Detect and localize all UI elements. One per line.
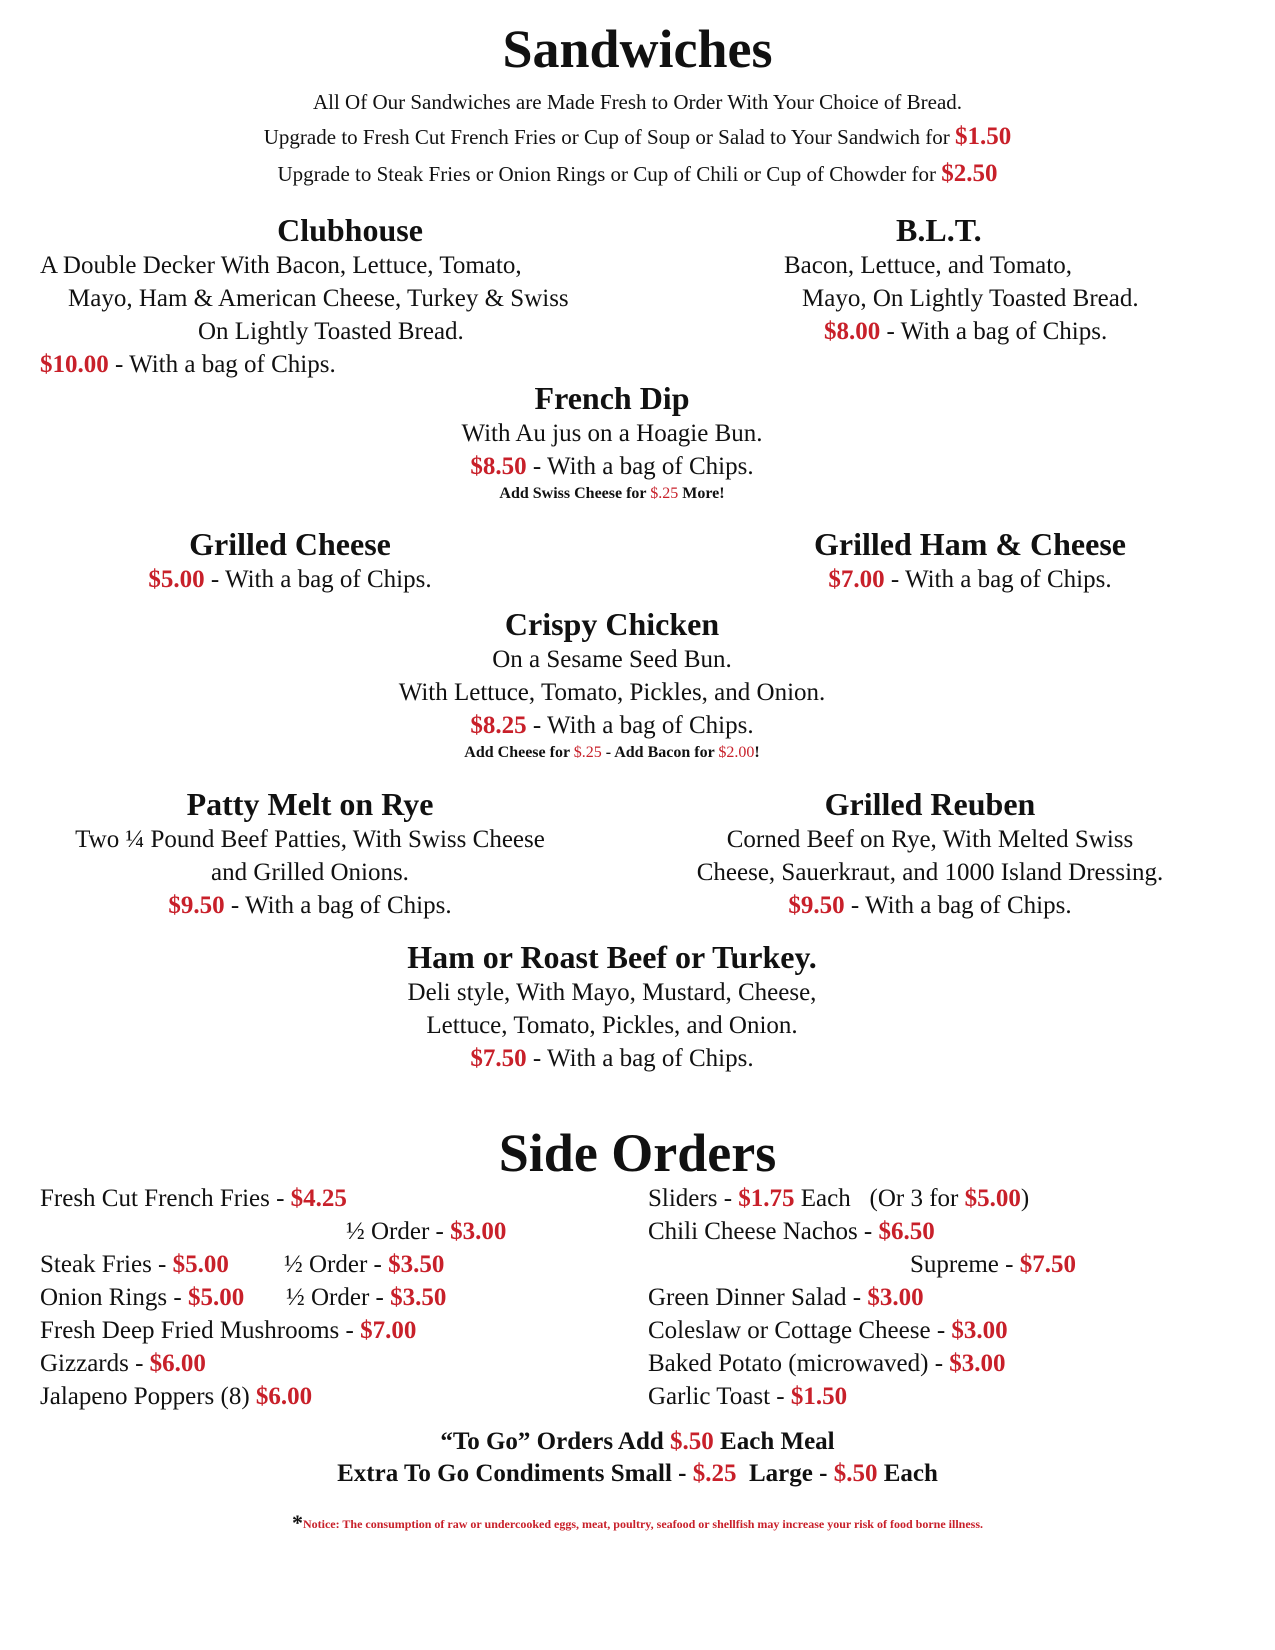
item-price: $7.50 - With a bag of Chips. — [470, 1045, 754, 1072]
menu-item-grilled-reuben — [640, 786, 1220, 922]
item-name: Ham or Roast Beef or Turkey. — [407, 939, 817, 975]
item-name: Crispy Chicken — [504, 606, 720, 642]
food-safety-notice: *Notice: The consumption of raw or undercooked eggs, meat, poultry, seafood or shellfish may increase your risk of food borne illness. — [291, 1510, 983, 1535]
menu-item-deli — [312, 939, 912, 1075]
menu-item-french-dip — [312, 380, 912, 503]
item-description: A Double Decker With Bacon, Lettuce, Tomato, — [40, 252, 522, 279]
sandwiches-title: Sandwiches — [502, 19, 773, 79]
item-description: Corned Beef on Rye, With Melted Swiss — [726, 826, 1134, 853]
item-description: With Lettuce, Tomato, Pickles, and Onion. — [398, 679, 826, 706]
item-description: On a Sesame Seed Bun. — [492, 646, 732, 673]
item-price: $10.00 - With a bag of Chips. — [40, 351, 336, 378]
menu-item-patty-melt — [40, 786, 580, 922]
side-item-garlic-toast: Garlic Toast - $1.50 — [648, 1383, 848, 1410]
side-item-nachos-supreme: Supreme - $7.50 — [910, 1251, 1076, 1278]
side-item-gizzards: Gizzards - $6.00 — [40, 1350, 206, 1377]
side-item-mushrooms: Fresh Deep Fried Mushrooms - $7.00 — [40, 1317, 417, 1344]
side-item-fries: Fresh Cut French Fries - $4.25 — [40, 1185, 347, 1212]
side-orders-title: Side Orders — [498, 1123, 777, 1183]
upgrade-price: $1.50 — [954, 123, 1012, 150]
side-item-nachos: Chili Cheese Nachos - $6.50 — [648, 1218, 935, 1245]
item-description: Two ¼ Pound Beef Patties, With Swiss Cheese — [75, 826, 545, 853]
add-on-note: Add Cheese for $.25 - Add Bacon for $2.00! — [464, 744, 760, 761]
item-description: On Lightly Toasted Bread. — [198, 318, 464, 345]
item-price: $8.25 - With a bag of Chips. — [470, 712, 754, 739]
item-description: Lettuce, Tomato, Pickles, and Onion. — [426, 1012, 798, 1039]
item-name: B.L.T. — [896, 212, 982, 248]
item-description: Cheese, Sauerkraut, and 1000 Island Dressing. — [696, 859, 1164, 886]
item-price: $8.00 - With a bag of Chips. — [824, 318, 1108, 345]
menu-item-clubhouse — [40, 212, 660, 381]
item-description: Mayo, On Lightly Toasted Bread. — [802, 285, 1139, 312]
item-price: $9.50 - With a bag of Chips. — [168, 892, 452, 919]
item-name: Grilled Cheese — [189, 526, 391, 562]
item-price: $7.00 - With a bag of Chips. — [828, 566, 1112, 593]
item-description: Bacon, Lettuce, and Tomato, — [784, 252, 1072, 279]
side-item-salad: Green Dinner Salad - $3.00 — [648, 1284, 924, 1311]
item-description: Mayo, Ham & American Cheese, Turkey & Swiss — [68, 285, 569, 312]
to-go-condiments: Extra To Go Condiments Small - $.25 Large - $.50 Each — [337, 1460, 938, 1487]
item-price: $9.50 - With a bag of Chips. — [788, 892, 1072, 919]
item-name: Clubhouse — [277, 212, 423, 248]
item-description: With Au jus on a Hoagie Bun. — [461, 420, 763, 447]
side-item-sliders: Sliders - $1.75 Each (Or 3 for $5.00) — [648, 1185, 1030, 1212]
side-item-jalapeno-poppers: Jalapeno Poppers (8) $6.00 — [40, 1383, 313, 1410]
menu-item-grilled-ham-cheese — [770, 526, 1170, 596]
intro-line-3: Upgrade to Steak Fries or Onion Rings or Cup of Chili or Cup of Chowder for $2.50 — [277, 160, 998, 187]
side-item-steak-fries: Steak Fries - $5.00 ½ Order - $3.50 — [40, 1251, 445, 1278]
side-orders-left — [40, 1182, 600, 1413]
to-go-fee: “To Go” Orders Add $.50 Each Meal — [440, 1428, 835, 1455]
menu-item-grilled-cheese — [90, 526, 490, 596]
add-on-note: Add Swiss Cheese for $.25 More! — [499, 485, 725, 502]
item-price: $8.50 - With a bag of Chips. — [470, 453, 754, 480]
intro-line-1: All Of Our Sandwiches are Made Fresh to Order With Your Choice of Bread. — [312, 90, 963, 114]
side-item-fries-half: ½ Order - $3.00 — [346, 1218, 507, 1245]
side-item-baked-potato: Baked Potato (microwaved) - $3.00 — [648, 1350, 1006, 1377]
intro-line-2: Upgrade to Fresh Cut French Fries or Cup of Soup or Salad to Your Sandwich for $1.50 — [263, 123, 1012, 150]
item-name: French Dip — [534, 380, 690, 416]
side-orders-right — [648, 1182, 1248, 1413]
menu-item-crispy-chicken — [312, 606, 912, 762]
item-name: Grilled Reuben — [824, 786, 1036, 822]
item-name: Grilled Ham & Cheese — [814, 526, 1126, 562]
item-name: Patty Melt on Rye — [186, 786, 434, 822]
item-description: and Grilled Onions. — [211, 859, 409, 886]
item-price: $5.00 - With a bag of Chips. — [148, 566, 432, 593]
upgrade-price: $2.50 — [941, 160, 998, 187]
item-description: Deli style, With Mayo, Mustard, Cheese, — [407, 979, 817, 1006]
side-item-coleslaw: Coleslaw or Cottage Cheese - $3.00 — [648, 1317, 1008, 1344]
side-item-onion-rings: Onion Rings - $5.00 ½ Order - $3.50 — [40, 1284, 447, 1311]
menu-item-blt — [760, 212, 1180, 348]
